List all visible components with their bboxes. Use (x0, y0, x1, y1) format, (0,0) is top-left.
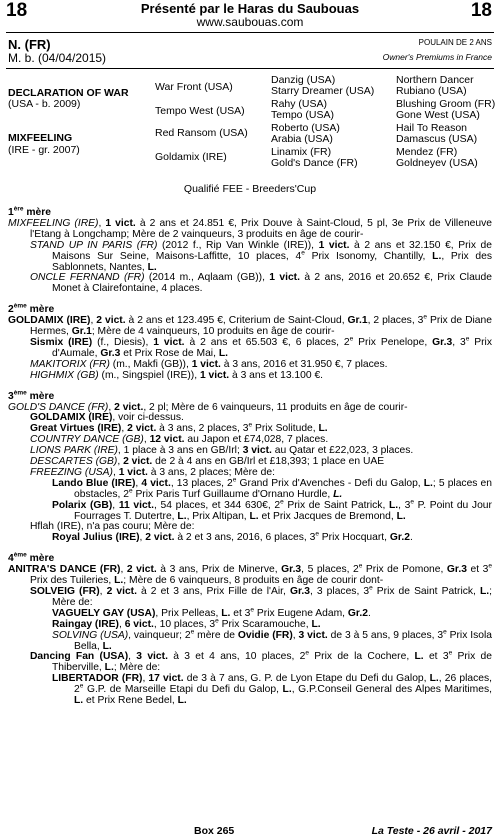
horse-name: N. (FR) (8, 37, 51, 52)
produce-entry: Sismix (IRE) (f., Diesis), 1 vict. à 2 ans et 65.503 €, 6 places, 2e Prix Penelope, Gr.3, 3e Prix d'Aumale, Gr.3 et Prix Rose de Mai, L. (30, 335, 492, 359)
pedigree-gen3: Arabia (USA) (271, 133, 333, 145)
produce-entry: Great Virtues (IRE), 2 vict. à 3 ans, 2 places, 3e Prix Solitude, L. (30, 421, 328, 435)
qualification-note: Qualifié FEE - Breeders'Cup (183, 183, 317, 195)
pedigree-dam: MIXFEELING (8, 132, 73, 144)
grandproduce-entry: Royal Julius (IRE), 2 vict. à 2 et 3 ans, 2016, 6 places, 3e Prix Hocquart, Gr.2. (52, 530, 413, 544)
pedigree-gen4: Goldneyev (USA) (396, 157, 478, 169)
pedigree-gen2: Tempo West (USA) (155, 105, 245, 117)
produce-entry: MAKITORIX (FR) (m., Makfi (GB)), 1 vict. à 3 ans, 2016 et 31.950 €, 7 places. (30, 358, 388, 370)
pedigree-sire-info: (USA - b. 2009) (8, 98, 81, 110)
pedigree-gen3: Gold's Dance (FR) (271, 157, 358, 169)
produce-entry: COUNTRY DANCE (GB), 12 vict. au Japon et £74,028, 7 places. (30, 434, 329, 446)
produce-record (8, 205, 492, 707)
produce-entry: DESCARTES (GB), 2 vict. de 2 à 4 ans en GB/Irl et £18,393; 1 place en UAE (30, 456, 385, 468)
pedigree-gen4: Gone West (USA) (396, 109, 480, 121)
pedigree-gen2: Red Ransom (USA) (155, 127, 248, 139)
pedigree-gen3: Starry Dreamer (USA) (271, 85, 375, 97)
grandproduce-entry: SOLVING (USA), vainqueur; 2e mère de Ovidie (FR), 3 vict. de 3 à 5 ans, 9 places, 3e Prix Isola Bella, L. (52, 628, 492, 652)
grandproduce-entry: Raingay (IRE), 6 vict., 10 places, 3e Prix Scaramouche, L. (52, 617, 321, 630)
pedigree-gen3: Rahy (USA) (271, 98, 328, 110)
dam-entry: ANITRA'S DANCE (FR), 2 vict. à 3 ans, Prix de Minerve, Gr.3, 5 places, 2e Prix de Pomone, Gr.3 et 3e Prix des Tuileries, L.; Mère de 6 vainqueurs, 8 produits en âge de courir dont- (8, 562, 492, 587)
produce-entry: GOLDAMIX (IRE), voir ci-dessus. (30, 412, 184, 424)
dam-entry: MIXFEELING (IRE), 1 vict. à 2 ans et 24.851 €, Prix Douve à Saint-Cloud, 5 pl, 3e Prix de Villeneuve l'Etang à Longchamp; Mère de 2 vainqueurs, 3 produits en âge de courir- (8, 217, 492, 240)
pedigree-gen3: Tempo (USA) (271, 109, 335, 121)
sale-type: POULAIN DE 2 ANS (418, 38, 492, 47)
consignor-website-link[interactable]: www.saubouas.com (196, 15, 304, 29)
horse-info: M. b. (04/04/2015) (8, 51, 107, 65)
pedigree-gen4: Blushing Groom (FR) (396, 98, 496, 110)
lot-number-left: 18 (6, 0, 28, 21)
pedigree-gen3: Linamix (FR) (271, 146, 332, 158)
pedigree-divider (6, 68, 494, 69)
produce-entry: LIONS PARK (IRE), 1 place à 3 ans en GB/Irl; 3 vict. au Qatar et £22,023, 3 places. (30, 445, 414, 457)
third-dam-title: 3ème mère (8, 389, 55, 402)
pedigree-dam-info: (IRE - gr. 2007) (8, 144, 80, 156)
pedigree-sire: DECLARATION OF WAR (8, 87, 129, 99)
premium-note: Owner's Premiums in France (382, 52, 492, 62)
box-number: Box 265 (194, 825, 235, 837)
pedigree-gen4: Mendez (FR) (396, 146, 458, 158)
grandproduce-entry: Polarix (GB), 11 vict., 54 places, et 344 630€, 2e Prix de Saint Patrick, L., 3e P. Point du Jour Fourrages T. Dutertre, L., Prix Altipan, L. et Prix Jacques de Bremond, L. (52, 498, 492, 522)
second-dam-title: 2ème mère (8, 302, 55, 316)
sale-place-date: La Teste - 26 avril - 2017 (371, 825, 492, 837)
produce-entry: FREEZING (USA), 1 vict. à 3 ans, 2 places; Mère de: (30, 466, 275, 478)
dam-entry: GOLD'S DANCE (FR), 2 vict., 2 pl; Mère de 6 vainqueurs, 11 produits en âge de courir- (8, 401, 408, 413)
pedigree-gen2: War Front (USA) (155, 81, 233, 93)
dam-entry: GOLDAMIX (IRE), 2 vict. à 2 ans et 123.495 €, Criterium de Saint-Cloud, Gr.1, 2 places, 3e Prix de Diane Hermes, Gr.1; Mère de 4 vainqueurs, 10 produits en âge de courir- (8, 313, 492, 338)
pedigree-gen4: Hail To Reason (396, 122, 468, 134)
first-dam-title: 1ère mère (8, 205, 51, 218)
lot-number-right: 18 (470, 0, 492, 21)
produce-entry: STAND UP IN PARIS (FR) (2012 f., Rip Van Winkle (IRE)), 1 vict. à 2 ans et 32.150 €, Prix de Maisons Sur Seine, Maisons-Laffitte, 10 places, 4e Prix Isonomy, Chantilly, L., Prix des Sablonnets, Nantes, L. (30, 239, 493, 273)
consignor-title: Présenté par le Haras du Saubouas (140, 1, 360, 16)
pedigree-gen3: Danzig (USA) (271, 74, 336, 86)
header-divider (6, 32, 494, 33)
produce-entry: ONCLE FERNAND (FR) (2014 m., Aqlaam (GB)), 1 vict. à 2 ans, 2016 et 20.652 €, Prix Claude Monet à Clairefontaine, 4 places. (30, 272, 492, 295)
pedigree-gen4: Rubiano (USA) (396, 85, 467, 97)
grandproduce-entry: Lando Blue (IRE), 4 vict., 13 places, 2e Grand Prix d'Avenches - Defi du Galop, L.; 5 places en obstacles, 2e Prix Paris Turf Guillaume d'Ornano Hurdle, L. (52, 476, 493, 500)
grandproduce-entry: LIBERTADOR (FR), 17 vict. de 3 à 7 ans, G. P. de Lyon Etape du Defi du Galop, L., 26 places, 2e G.P. de Marseille Etapi du Defi du Galop, L., G.P.Conseil General des Alpes Maritimes, L. et Prix Rene Bedel, L. (52, 673, 492, 707)
produce-entry: Hflah (IRE), n'a pas couru; Mère de: (30, 521, 195, 533)
produce-entry: SOLVEIG (FR), 2 vict. à 2 et 3 ans, Prix Fille de l'Air, Gr.3, 3 places, 3e Prix de Saint Patrick, L.; Mère de: (30, 584, 492, 608)
grandproduce-entry: VAGUELY GAY (USA), Prix Pelleas, L. et 3e Prix Eugene Adam, Gr.2. (52, 606, 371, 619)
pedigree-gen4: Damascus (USA) (396, 133, 478, 145)
pedigree-gen4: Northern Dancer (396, 74, 474, 86)
pedigree-gen3: Roberto (USA) (271, 122, 340, 134)
fourth-dam-title: 4ème mère (8, 551, 55, 565)
produce-entry: HIGHMIX (GB) (m., Singspiel (IRE)), 1 vict. à 3 ans et 13.100 €. (30, 369, 324, 381)
produce-entry: Dancing Fan (USA), 3 vict. à 3 et 4 ans, 10 places, 2e Prix de la Cochere, L. et 3e Prix de Thiberville, L.; Mère de: (30, 650, 492, 674)
pedigree-gen2: Goldamix (IRE) (155, 151, 227, 163)
